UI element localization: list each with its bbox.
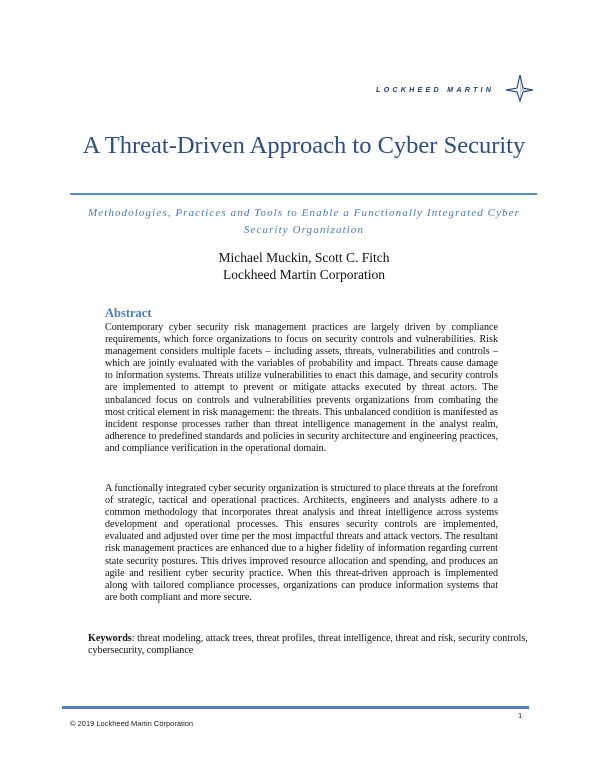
abstract-paragraph-2: A functionally integrated cyber security organization is structured to place threats at the forefront of strategic, tactical and operational practices. Architects, engineers and analysts adhere to a common methodology that incorporates threat analysis and threat intelligence across systems development and operational processes. This ensures security controls are implemented, evaluated and adjusted over time per the most impactful threats and attack vectors. The resultant risk management practices are enhanced due to a higher fidelity of information regarding current state security postures. This drives improved resource allocation and spending, and produces an agile and resilient cyber security practice. When this threat-driven approach is implemented along with tailored compliance processes, organizations can produce information systems that are both compliant and more secure. [105, 483, 498, 603]
footer-divider [62, 706, 529, 709]
title-divider [70, 193, 537, 195]
lockheed-martin-logo [376, 74, 536, 104]
lockheed-star-icon [504, 74, 534, 102]
footer-copyright: © 2019 Lockheed Martin Corporation [70, 719, 194, 728]
keywords [88, 633, 528, 658]
organization: Lockheed Martin Corporation [223, 267, 385, 282]
keywords-label: Keywords [88, 633, 132, 644]
abstract-heading: Abstract [105, 306, 152, 320]
abstract-paragraph-1: Contemporary cyber security risk management practices are largely driven by compliance requirements, which force organizations to focus on security controls and vulnerabilities. Risk management considers multiple facets – including assets, threats, vulnerabilities and controls – which are jointly evaluated with the variables of probability and impact. Threats cause damage to information systems. Threats utilize vulnerabilities to enact this damage, and security controls are implemented to attempt to prevent or mitigate attacks executed by threat actors. The unbalanced focus on controls and vulnerabilities prevents organizations from combating the most critical element in risk management: the threats. This unbalanced condition is manifested as incident response processes rather than threat intelligence management in the analyst realm, adherence to predefined standards and policies in security architecture and engineering practices, and compliance verification in the operational domain. [105, 322, 498, 454]
document-subtitle: Methodologies, Practices and Tools to Enable a Functionally Integrated Cyber Security Organization [87, 207, 521, 236]
author-block [100, 249, 508, 283]
logo-text: LOCKHEED MARTIN [376, 85, 495, 94]
keywords-text: : threat modeling, attack trees, threat profiles, threat intelligence, threat and risk, security controls, cybersecurity, compliance [88, 633, 528, 657]
page-number: 1 [518, 711, 523, 720]
document-title: A Threat-Driven Approach to Cyber Security [82, 132, 526, 159]
authors: Michael Muckin, Scott C. Fitch [218, 250, 390, 265]
